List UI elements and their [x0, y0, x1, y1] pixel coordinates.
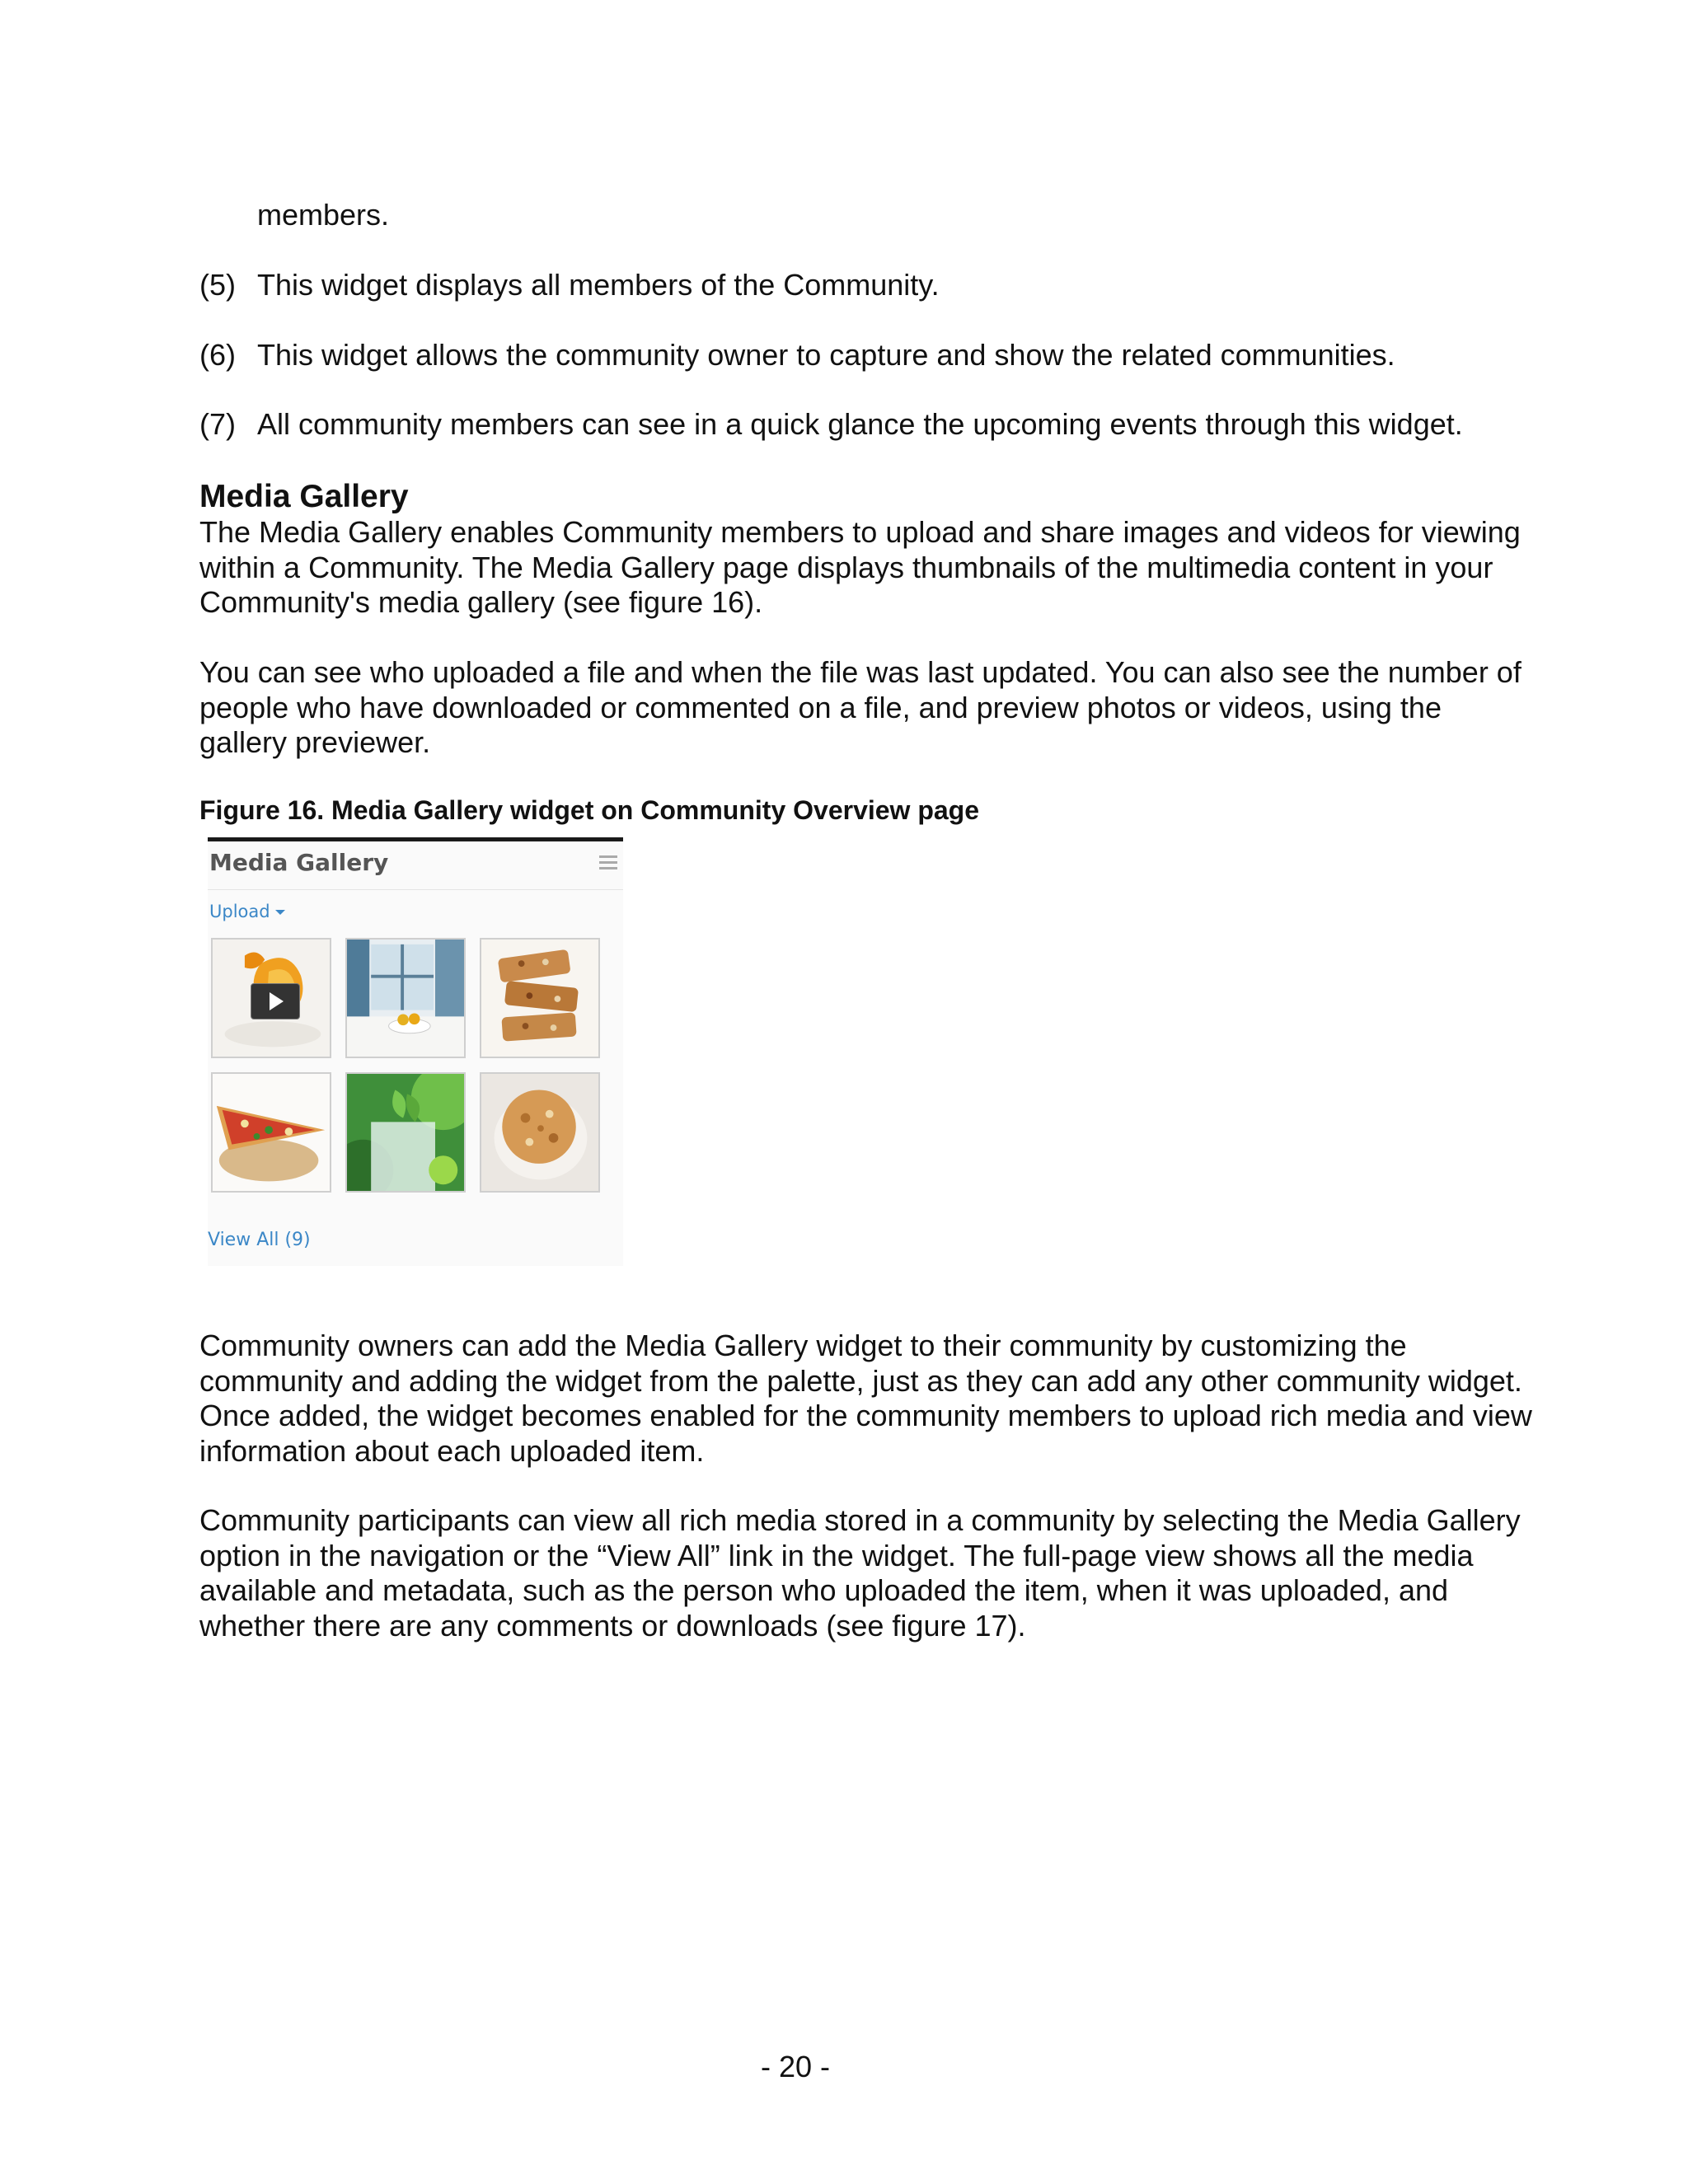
- thumbnail-cookie[interactable]: [480, 1072, 600, 1193]
- widget-title: Media Gallery: [209, 849, 389, 876]
- list-text: All community members can see in a quick glance the upcoming events through this widget.: [257, 407, 1463, 441]
- thumbnail-window-fruit-bowl[interactable]: [345, 938, 466, 1058]
- thumbnail-mint-drink[interactable]: [345, 1072, 466, 1193]
- paragraph: The Media Gallery enables Community members to upload and share images and videos for viewing within a Community. The Media Gallery page displays thumbnails of the multimedia content in your Community's media gallery (see figure 16).: [199, 515, 1521, 619]
- paragraph: Community owners can add the Media Gallery widget to their community by customizing the community and adding the widget from the palette, just as they can add any other community widget. Once added, the widget becomes enabled for the community members to upload rich media and view information about each uploaded item.: [199, 1329, 1532, 1468]
- upload-label: Upload: [209, 902, 270, 921]
- paragraph: Community participants can view all rich media stored in a community by selecting the Media Gallery option in the navigation or the “View All” link in the widget. The full-page view shows all the media available and metadata, such as the person who uploaded the item, when it was uploaded, and whether there are any comments or downloads (see figure 17).: [199, 1503, 1521, 1643]
- chevron-down-icon: [275, 910, 285, 915]
- divider: [208, 889, 623, 890]
- play-icon: [251, 983, 300, 1019]
- upload-button[interactable]: [209, 902, 285, 921]
- section-heading: Media Gallery: [199, 479, 409, 514]
- drink-image: [347, 1074, 464, 1191]
- paragraph: You can see who uploaded a file and when the file was last updated. You can also see the number of people who have downloaded or commented on a file, and preview photos or videos, using the gallery previewer.: [199, 655, 1522, 759]
- figure-caption: Figure 16. Media Gallery widget on Community Overview page: [199, 795, 980, 825]
- window-image: [347, 940, 464, 1057]
- list-text: This widget allows the community owner to capture and show the related communities.: [257, 338, 1395, 372]
- media-gallery-widget: [208, 837, 623, 1266]
- widget-top-border: [208, 837, 623, 841]
- thumbnail-granola-bars[interactable]: [480, 938, 600, 1058]
- cookie-image: [481, 1074, 598, 1191]
- list-continuation: members.: [257, 198, 390, 232]
- granola-image: [481, 940, 598, 1057]
- page-number: - 20 -: [760, 2050, 831, 2083]
- list-text: This widget displays all members of the Community.: [257, 268, 940, 302]
- list-number: (7): [199, 407, 236, 441]
- list-number: (5): [199, 268, 236, 302]
- list-number: (6): [199, 338, 236, 372]
- view-all-link[interactable]: View All (9): [208, 1230, 311, 1250]
- pizza-image: [213, 1074, 330, 1191]
- thumbnail-pizza-slice[interactable]: [211, 1072, 331, 1193]
- menu-icon[interactable]: [599, 855, 617, 870]
- thumbnail-orange-video[interactable]: [211, 938, 331, 1058]
